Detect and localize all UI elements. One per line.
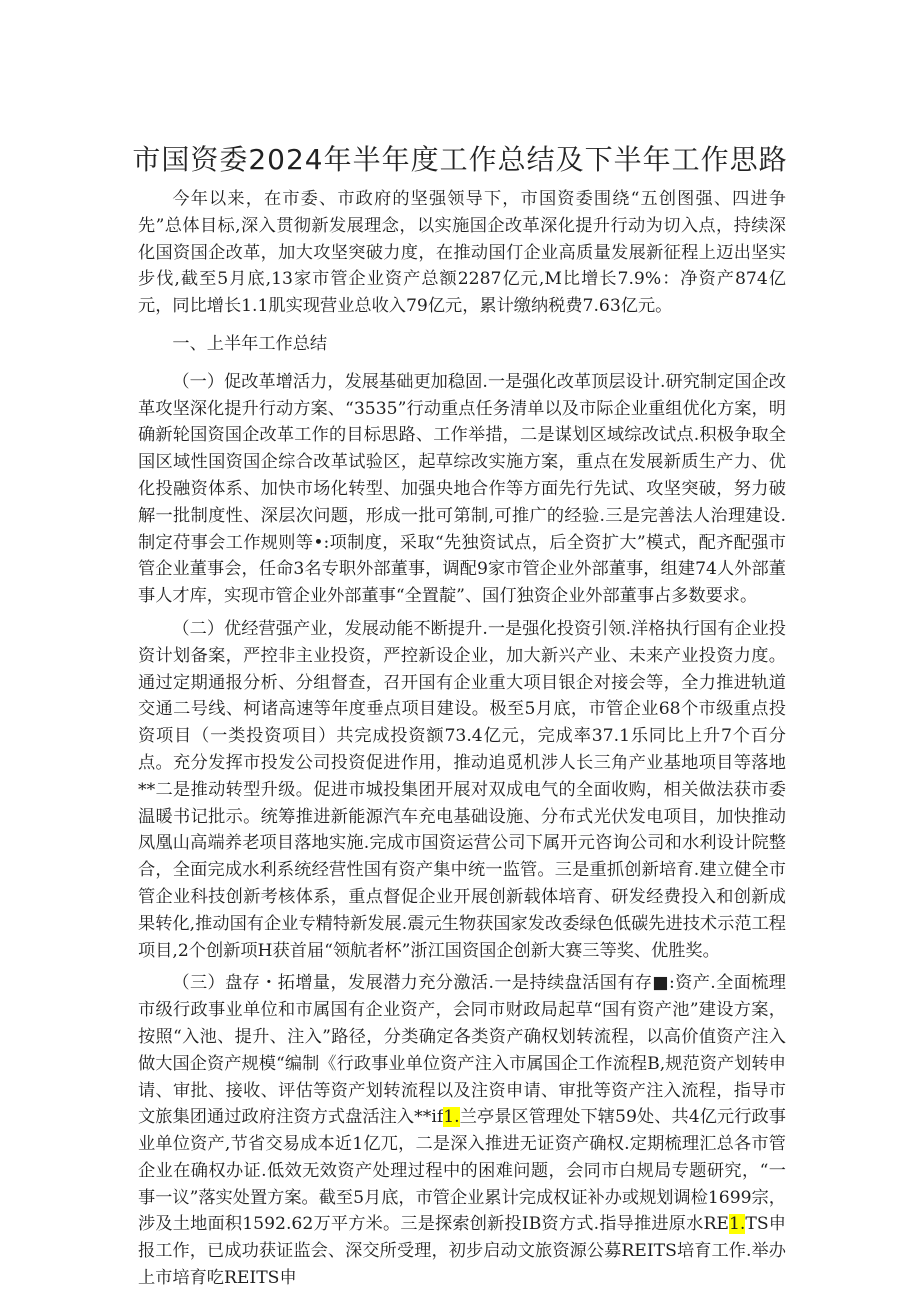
document-body [138,186,786,1292]
assets-text-2: 兰亭景区管理处下辖59处、共4亿元行政事业单位资产,节省交易成本近1亿兀，二是深入推进无证资产确权.定期梳理汇总各市管企业在确权办证.低效无效资产处理过程中的困难问题，会同市白规局专题研究，“一事一议”落实处置方案。截至5月底，市管企业累计完成权证补办或规划调检1699宗，涉及土地面积1592.62万平方米。三是探索创新投IB资方式.指导推进原水RE [138,1107,786,1235]
paragraph-assets [138,970,786,1292]
assets-text-1: （三）盘存・拓增量，发展潜力充分激活.一是持续盘活国有存■:资产.全面梳理市级行政事业单位和市属国有企业资产，会同市财政局起草“国有资产池”建设方案，按照“入池、提升、注入”路径，分类确定各类资产确权划转流程，以高价值资产注入做大国企资产规模“编制《行政事业单位资产注入市属国企工作流程B,规范资产划转申请、审批、接收、评估等资产划转流程以及注资申请、审批等资产注入流程，指导市文旅集团通过政府注资方式盘活注入**if [138,973,786,1128]
document-title: 市国资委2024年半年度工作总结及下半年工作思路 [132,143,788,176]
paragraph-operations: （二）优经营强产业，发展动能不断提升.一是强化投资引领.洋格执行国有企业投资计划备案，严控非主业投资，严控新设企业，加大新兴产业、未来产业投资力度。通过定期通报分析、分组督查，召开国有企业重大项目银企对接会等，全力推进轨道交通二号线、柯诸高速等年度垂点项目建设。极至5月底，市管企业68个市级重点投资项目（一类投资项目）共完成投资额73.4亿元，完成率37.1乐同比上升7个百分点。充分发挥市投发公司投资促进作用，推动追觅机涉人长三角产业基地项目等落地**二是推动转型升级。促进市城投集团开展对双成电气的全面收购，相关做法获市委温暖书记批示。统筹推进新能源汽车充电基础设施、分布式光伏发电项目，加快推动凤凰山高端养老项目落地实施.完成市国资运营公司下属开元咨询公司和水利设计院整合，全面完成水利系统经营性国有资产集中统一监管。三是重抓创新培育.建立健全市管企业科技创新考核体系，重点督促企业开展创新载体培育、研发经费投入和创新成果转化,推动国有企业专精特新发展.震元生物获国家发改委绿色低碳先进技术示范工程项目,2个创新项H获首届“领航者杯”浙江国资国企创新大赛三等奖、优胜奖。 [138,618,786,961]
highlight-mark-2: 1. [728,1214,746,1235]
section-heading: 一、上半年工作总结 [172,333,328,354]
paragraph-reform: （一）促改革增活力，发展基础更加稳固.一是强化改革顶层设计.研究制定国企改革攻坚深化提升行动方案、“3535”行动重点任务清单以及市际企业重组优化方案，明确新轮国资国企改革工作的目标思路、工作举措，二是谋划区域综改试点.积极争取全国区域性国资国企综合改革试验区，起草综改实施方案，重点在发展新质生产力、优化投融资体系、加快市场化转型、加强央地合作等方面先行先试、攻坚突破，努力破解一批制度性、深层次问题，形成一批可第制,可推广的经验.三是完善法人治理建设.制定苻事会工作规则等•:项制度，采取“先独资试点，后全资扩大”模式，配齐配强市管企业董事会，任命3名专职外部董事，调配9家市管企业外部董事，组建74人外部董事人才库，实现市管企业外部董事“全置靛”、国仃独资企业外部董事占多数要求。 [138,371,786,607]
intro-paragraph: 今年以来，在市委、市政府的坚强领导下，市国资委围绕“五创图强、四进争先”总体目标,深入贯彻新发展理念，以实施国企改革深化提升行动为切入点，持续深化国资国企改革，加大攻坚突破力度，在推动国仃企业高质量发展新征程上迈出坚实步伐,截至5月底,13家市管企业资产总额2287亿元,M比增长7.9%：净资产874亿元，同比增长1.1肌实现营业总收入79亿元，累计缴纳税费7.63亿元。 [138,189,786,317]
highlight-mark-1: 1. [443,1107,460,1128]
assets-text-3: TS申报工作，已成功获证监会、深交所受理，初步启动文旅资源公募REITS培育工作.举办上市培育吃REITS申 [138,1214,786,1289]
